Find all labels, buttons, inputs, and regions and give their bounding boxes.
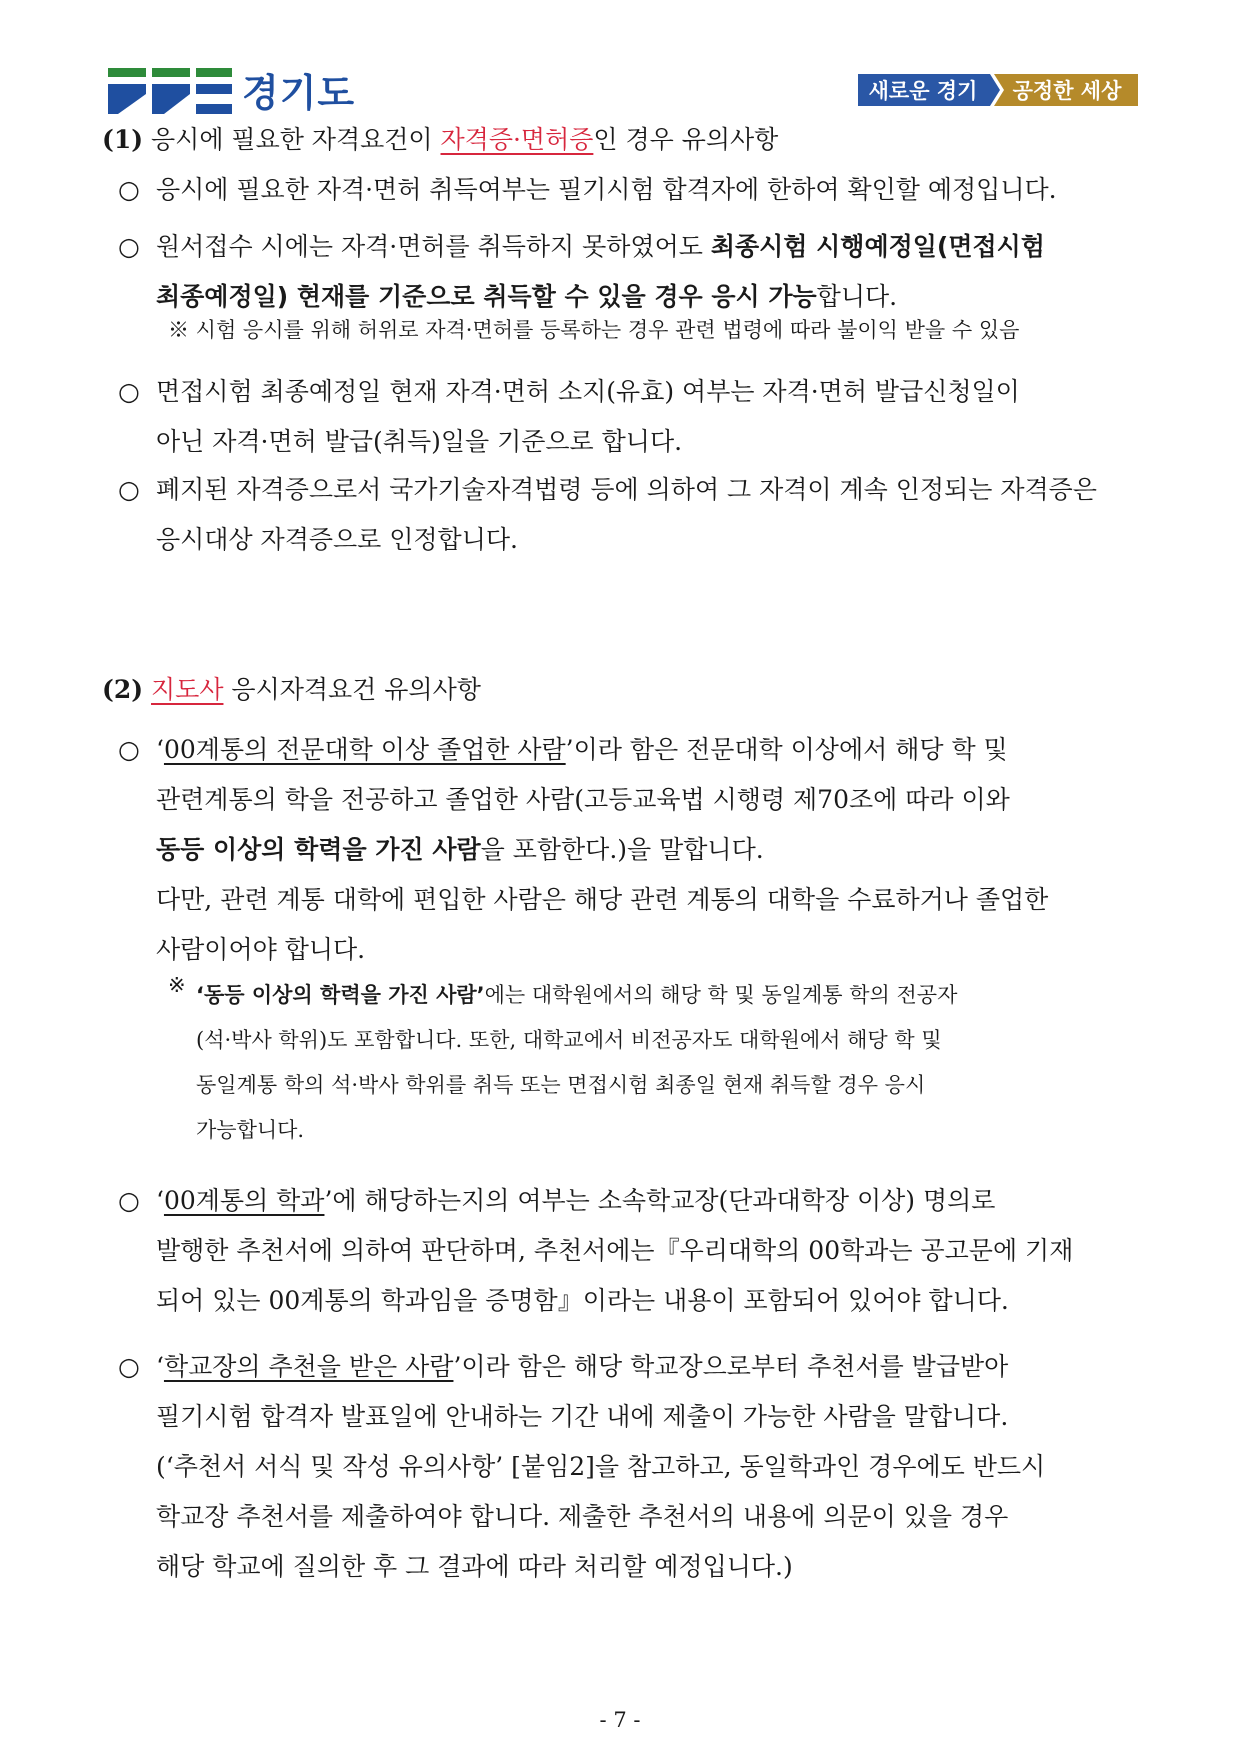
note-symbol: ※	[168, 973, 186, 997]
section-2-title-post: 응시자격요건 유의사항	[231, 675, 481, 704]
section-1-title-post: 인 경우 유의사항	[593, 125, 779, 154]
section-1-title-pre: 응시에 필요한 자격요건이	[151, 125, 433, 154]
logo-text: 경기도	[242, 71, 356, 115]
section-2-item-1: ‘00계통의 전문대학 이상 졸업한 사람’이라 함은 전문대학 이상에서 해당 학 및 관련계통의 학을 전공하고 졸업한 사람(고등교육법 시행령 제70조에 따라 이와 동등 이상의 학력을 가진 사람을 포함한다.)을 말합니다. 다만, 관련 계통 대학에 편입한 사람은 해당 관련 계통의 대학을 수료하거나 졸업한 사람이어야 합니다.	[156, 735, 1049, 964]
section-1-item-4: 폐지된 자격증으로서 국가기술자격법령 등에 의하여 그 자격이 계속 인정되는 자격증은 응시대상 자격증으로 인정합니다.	[156, 475, 1097, 554]
section-1-highlight: 자격증·면허증	[440, 125, 594, 154]
section-1-item-2: 원서접수 시에는 자격·면허를 취득하지 못하였어도 최종시험 시행예정일(면접시험 최종예정일) 현재를 기준으로 취득할 수 있을 경우 응시 가능합니다.	[156, 232, 1045, 311]
section-2-item-2: ‘00계통의 학과’에 해당하는지의 여부는 소속학교장(단과대학장 이상) 명의로 발행한 추천서에 의하여 판단하며, 추천서에는『우리대학의 00학과는 공고문에 기재 되어 있는 00계통의 학과임을 증명함』이라는 내용이 포함되어 있어야 합니다.	[156, 1186, 1074, 1315]
section-1-title	[102, 120, 778, 156]
section-2-item-3: ‘학교장의 추천을 받은 사람’이라 함은 해당 학교장으로부터 추천서를 발급받아 필기시험 합격자 발표일에 안내하는 기간 내에 제출이 가능한 사람을 말합니다. (‘추천서 서식 및 작성 유의사항’ [붙임2]을 참고하고, 동일학과인 경우에도 반드시 학교장 추천서를 제출하여야 합니다. 제출한 추천서의 내용에 의문이 있을 경우 해당 학교에 질의한 후 그 결과에 따라 처리할 예정입니다.)	[156, 1352, 1046, 1581]
bullet-icon: ○	[118, 175, 140, 204]
bullet-icon: ○	[118, 1352, 140, 1381]
section-2-title	[102, 670, 481, 706]
section-2-number: (2)	[102, 675, 144, 704]
section-1-number: (1)	[102, 125, 144, 154]
slogan-left: 새로운 경기	[868, 79, 978, 103]
bullet-icon: ○	[118, 232, 140, 261]
bullet-icon: ○	[118, 475, 140, 504]
section-2-highlight: 지도사	[151, 675, 224, 704]
section-1-note: ※ 시험 응시를 위해 허위로 자격·면허를 등록하는 경우 관련 법령에 따라 불이익 받을 수 있음	[168, 318, 1020, 342]
page-number: - 7 -	[599, 1708, 641, 1732]
slogan-right: 공정한 세상	[1012, 79, 1122, 103]
bullet-icon: ○	[118, 735, 140, 764]
section-2-note: ‘동등 이상의 학력을 가진 사람’에는 대학원에서의 해당 학 및 동일계통 학의 전공자 (석·박사 학위)도 포함합니다. 또한, 대학교에서 비전공자도 대학원에서 해당 학 및 동일계통 학의 석·박사 학위를 취득 또는 면접시험 최종일 현재 취득할 경우 응시 가능합니다.	[196, 983, 958, 1142]
section-1-item-3: 면접시험 최종예정일 현재 자격·면허 소지(유효) 여부는 자격·면허 발급신청일이 아닌 자격·면허 발급(취득)일을 기준으로 합니다.	[156, 377, 1020, 456]
section-1-item-1: 응시에 필요한 자격·면허 취득여부는 필기시험 합격자에 한하여 확인할 예정입니다.	[156, 175, 1057, 204]
bullet-icon: ○	[118, 377, 140, 406]
bullet-icon: ○	[118, 1186, 140, 1215]
